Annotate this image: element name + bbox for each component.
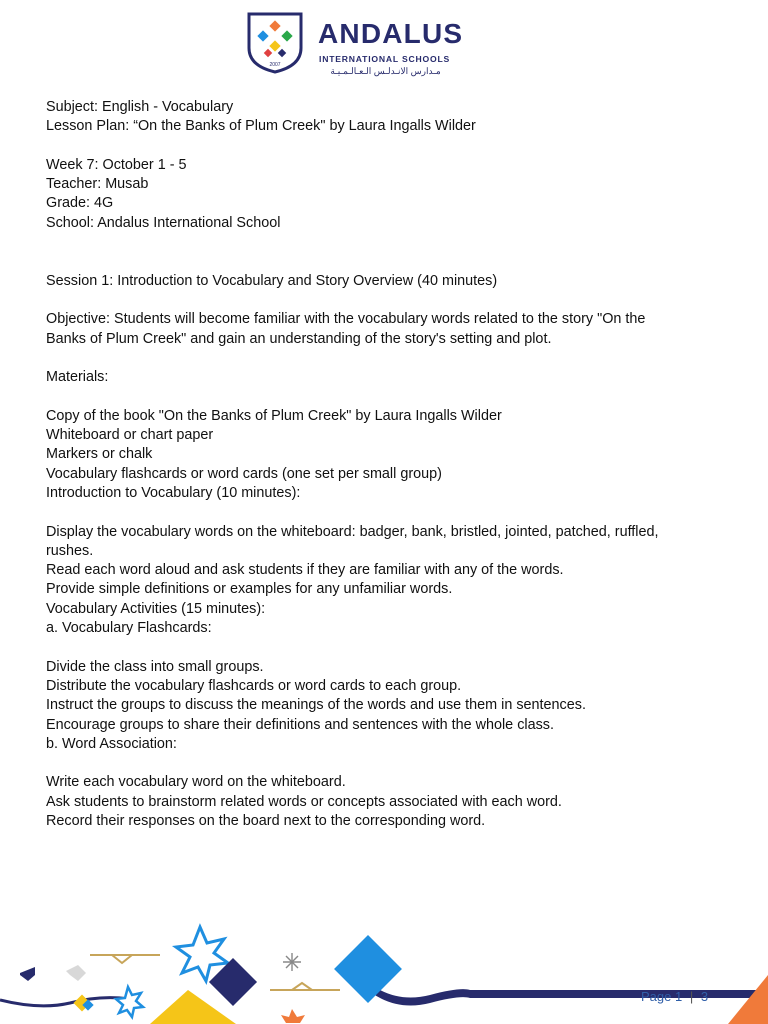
- document-line: [46, 387, 736, 406]
- document-line: rushes.: [46, 542, 94, 559]
- document-line: [46, 349, 736, 368]
- document-line: Divide the class into small groups.: [46, 658, 264, 675]
- document-line: Vocabulary flashcards or word cards (one set per small group): [46, 465, 442, 482]
- document-line: Distribute the vocabulary flashcards or word cards to each group.: [46, 677, 462, 694]
- document-line: Banks of Plum Creek" and gain an understanding of the story's setting and plot.: [46, 330, 552, 347]
- document-line: [46, 503, 736, 522]
- document-line: Lesson Plan: “On the Banks of Plum Creek" by Laura Ingalls Wilder: [46, 118, 476, 135]
- page-current: 1: [675, 989, 683, 1004]
- document-line: a. Vocabulary Flashcards:: [46, 620, 212, 637]
- header: [0, 12, 768, 78]
- document-line: [46, 754, 736, 773]
- document-line: Copy of the book "On the Banks of Plum Creek" by Laura Ingalls Wilder: [46, 407, 502, 424]
- document-line: Materials:: [46, 369, 109, 386]
- logo-arabic-text: مـدارس الانـدلـس الـعـالـمـيـة: [330, 66, 441, 76]
- document-line: Display the vocabulary words on the whiteboard: badger, bank, bristled, jointed, patched, ruffled,: [46, 523, 659, 540]
- document-line: [46, 291, 736, 310]
- document-line: Write each vocabulary word on the whiteboard.: [46, 774, 346, 791]
- document-line: Teacher: Musab: [46, 176, 149, 193]
- document-line: Markers or chalk: [46, 446, 153, 463]
- document-line: Read each word aloud and ask students if they are familiar with any of the words.: [46, 562, 564, 579]
- document-line: Week 7: October 1 - 5: [46, 156, 187, 173]
- document-line: Session 1: Introduction to Vocabulary and Story Overview (40 minutes): [46, 272, 498, 289]
- footer-decoration: [0, 915, 768, 1024]
- school-crest-icon: [245, 12, 305, 74]
- document-line: Ask students to brainstorm related words or concepts associated with each word.: [46, 793, 562, 810]
- document-body: [46, 98, 736, 831]
- svg-text:2007: 2007: [269, 62, 281, 68]
- page-label: Page: [641, 989, 672, 1004]
- document-line: Vocabulary Activities (15 minutes):: [46, 600, 266, 617]
- page-number: [641, 989, 708, 1004]
- document-line: Instruct the groups to discuss the meanings of the words and use them in sentences.: [46, 697, 586, 714]
- document-line: [46, 233, 736, 252]
- document-line: Whiteboard or chart paper: [46, 427, 214, 444]
- document-line: Objective: Students will become familiar with the vocabulary words related to the story "On the: [46, 311, 646, 328]
- document-line: Grade: 4G: [46, 195, 114, 212]
- logo-subtitle: INTERNATIONAL SCHOOLS: [319, 54, 451, 64]
- document-line: Provide simple definitions or examples for any unfamiliar words.: [46, 581, 453, 598]
- page-separator: |: [689, 989, 694, 1004]
- document-line: Encourage groups to share their definitions and sentences with the whole class.: [46, 716, 554, 733]
- document-line: Record their responses on the board next to the corresponding word.: [46, 812, 486, 829]
- document-line: b. Word Association:: [46, 735, 177, 752]
- document-line: [46, 252, 736, 271]
- page-total: 3: [700, 989, 709, 1004]
- document-line: School: Andalus International School: [46, 214, 281, 231]
- logo-title: ANDALUS: [318, 18, 464, 49]
- document-line: [46, 137, 736, 156]
- document-line: [46, 638, 736, 657]
- document-line: Subject: English - Vocabulary: [46, 99, 234, 115]
- document-line: Introduction to Vocabulary (10 minutes):: [46, 484, 301, 501]
